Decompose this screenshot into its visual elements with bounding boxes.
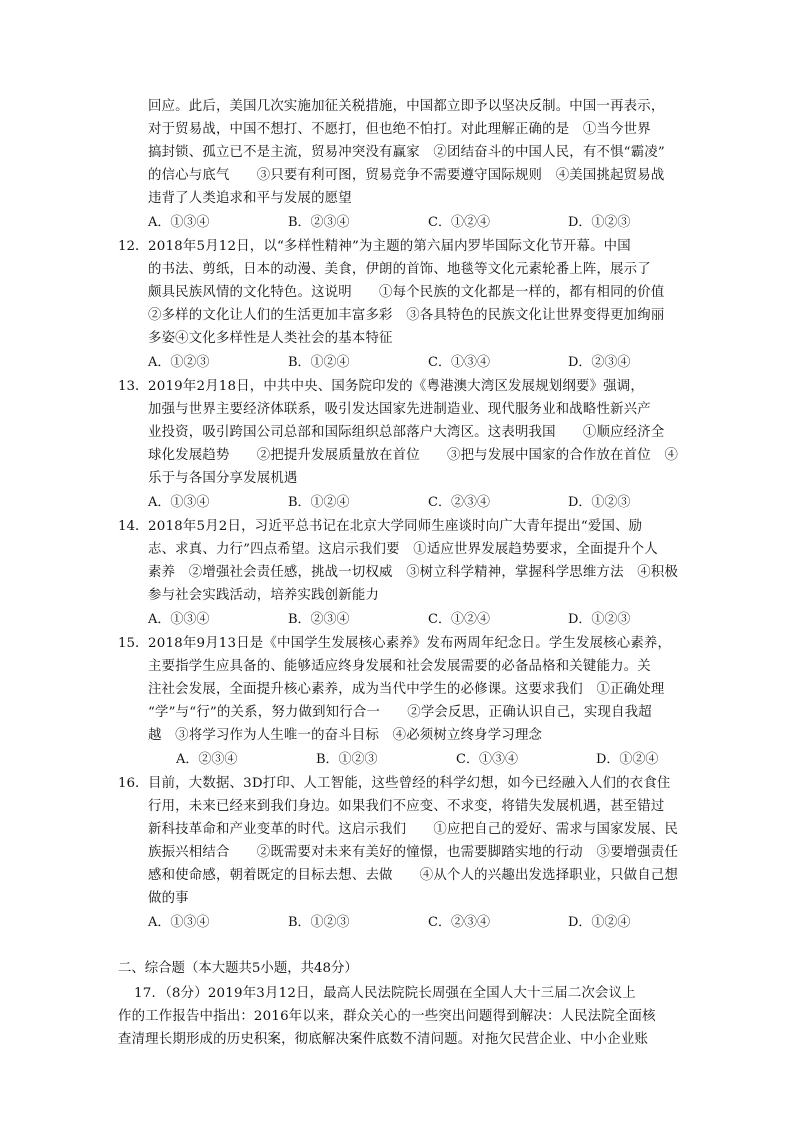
option-d: D．①②③ <box>568 612 631 627</box>
question-text-line: 球化发展趋势 ②把提升发展质量放在首位 ③把与发展中国家的合作放在首位 ④ <box>148 448 679 463</box>
option-a: A．①②③ <box>148 355 210 370</box>
option-d: D．②③④ <box>568 355 631 370</box>
option-a: A．①③④ <box>148 495 210 510</box>
answer-options <box>148 609 708 631</box>
answer-options <box>148 352 708 374</box>
question-text-line: 乐于与各国分享发展机遇 <box>148 471 298 486</box>
option-b: B．②③④ <box>288 215 350 230</box>
option-c: C．①③④ <box>456 752 518 767</box>
question-text-line: “学”与“行”的关系，努力做到知行合一 ②学会反思，正确认识自己，实现自我超 <box>148 705 652 720</box>
question-text-line: ②多样的文化让人们的生活更加丰富多彩 ③各具特色的民族文化让世界变得更加绚丽 <box>148 308 665 323</box>
question-number: 13． <box>118 379 149 394</box>
answer-options <box>148 212 708 234</box>
option-b: B．①②④ <box>288 355 350 370</box>
question-text-line: 族振兴相结合 ②既需要对未来有美好的憧憬，也需要脚踏实地的行动 ③要增强责任 <box>148 845 679 860</box>
answer-options <box>176 749 736 771</box>
answer-options <box>148 912 708 934</box>
option-d: D．①②③ <box>568 215 631 230</box>
question-text-line: 新科技革命和产业变革的时代。这启示我们 ①应把自己的爱好、需求与国家发展、民 <box>148 822 679 837</box>
option-b: B．①②④ <box>288 495 350 510</box>
option-c: C．②③④ <box>428 915 490 930</box>
question-text-line: 回应。此后，美国几次实施加征关税措施，中国都立即予以坚决反制。中国一再表示， <box>148 99 665 114</box>
question-text-line: 的书法、剪纸，日本的动漫、美食，伊朗的首饰、地毯等文化元素轮番上阵，展示了 <box>148 262 651 277</box>
question-text-line: 2019年2月18日，中共中央、国务院印发的《粤港澳大湾区发展规划纲要》强调， <box>148 379 644 394</box>
question-text-line: 查清理长期形成的历史积案，彻底解决案件底数不清问题。对拖欠民营企业、中小企业账 <box>118 1032 649 1047</box>
question-text-line: 2018年5月12日，以“多样性精神”为主题的第六届内罗毕国际文化节开幕。中国 <box>148 239 631 254</box>
question-text-line: 注社会发展，全面提升核心素养，成为当代中学生的必修课。这要求我们 ①正确处理 <box>148 682 665 697</box>
option-b: B．①②③ <box>316 752 378 767</box>
option-b: B．①②③ <box>288 915 350 930</box>
question-text-line: 业投资，吸引跨国公司总部和国际组织总部落户大湾区。这表明我国 ①顺应经济全 <box>148 425 665 440</box>
option-b: B．②③④ <box>288 612 350 627</box>
question-text-line: 违背了人类追求和平与发展的愿望 <box>148 191 352 206</box>
question-number: 14． <box>118 519 149 534</box>
question-text-line: 加强与世界主要经济体联系，吸引发达国家先进制造业、现代服务业和战略性新兴产 <box>148 402 651 417</box>
question-text-line: 颇具民族风情的文化特色。这说明 ①每个民族的文化都是一样的，都有相同的价值 <box>148 285 665 300</box>
option-a: A．①③④ <box>148 612 210 627</box>
question-text-line: 对于贸易战，中国不想打、不愿打，但也绝不怕打。对此理解正确的是 ①当今世界 <box>148 122 651 137</box>
question-text-line: 做的事 <box>148 891 189 906</box>
question-text-line: 素养 ②增强社会责任感，挑战一切权威 ③树立科学精神，掌握科学思维方法 ④积极 <box>148 565 679 580</box>
section-heading: 二、综合题（本大题共5小题，共48分） <box>118 961 358 976</box>
option-c: C．①③④ <box>428 355 490 370</box>
question-text-line: 主要指学生应具备的、能够适应终身发展和社会发展需要的必备品格和关键能力。关 <box>148 659 651 674</box>
question-text-line: 越 ③将学习作为人生唯一的奋斗目标 ④必须树立终身学习理念 <box>148 728 543 743</box>
question-text-line: 的信心与底气 ③只要有利可图，贸易竞争不需要遵守国际规则 ④美国挑起贸易战 <box>148 168 665 183</box>
question-text-line: 志、求真、力行”四点希望。这启示我们要 ①适应世界发展趋势要求，全面提升个人 <box>148 542 658 557</box>
question-text-line: 搞封锁、孤立已不是主流，贸易冲突没有赢家 ②团结奋斗的中国人民，有不惧“霸凌” <box>148 145 665 160</box>
question-text-line: 感和使命感，朝着既定的目标去想、去做 ④从个人的兴趣出发选择职业，只做自己想 <box>148 868 679 883</box>
question-text-line: 作的工作报告中指出：2016年以来，群众关心的一些突出问题得到解决：人民法院全面核 <box>118 1009 656 1024</box>
option-a: A．②③④ <box>176 752 238 767</box>
question-text-line: 2018年9月13日是《中国学生发展核心素养》发布两周年纪念日。学生发展核心素养， <box>148 636 672 651</box>
option-c: C．①②④ <box>428 215 490 230</box>
question-text-line: 多姿④文化多样性是人类社会的基本特征 <box>148 331 393 346</box>
question-text-line: 2018年5月2日，习近平总书记在北京大学同师生座谈时向广大青年提出“爱国、励 <box>148 519 643 534</box>
answer-options <box>148 492 708 514</box>
option-c: C．①②④ <box>428 612 490 627</box>
option-a: A．①③④ <box>148 215 210 230</box>
question-text-line: 行用，未来已经来到我们身边。如果我们不应变、不求变，将错失发展机遇，甚至错过 <box>148 799 665 814</box>
question-number: 16． <box>118 776 149 791</box>
question-text-line: 17．（8分）2019年3月12日，最高人民法院院长周强在全国人大十三届二次会议上 <box>134 986 636 1001</box>
question-number: 12． <box>118 239 149 254</box>
option-c: C．②③④ <box>428 495 490 510</box>
option-a: A．①③④ <box>148 915 210 930</box>
option-d: D．①②③ <box>568 495 631 510</box>
option-d: D．①②④ <box>568 915 631 930</box>
option-d: D．①②④ <box>596 752 659 767</box>
question-number: 15． <box>118 636 149 651</box>
question-text-line: 参与社会实践活动，培养实践创新能力 <box>148 588 380 603</box>
question-text-line: 目前，大数据、3D打印、人工智能，这些曾经的科学幻想，如今已经融入人们的衣食住 <box>148 776 671 791</box>
